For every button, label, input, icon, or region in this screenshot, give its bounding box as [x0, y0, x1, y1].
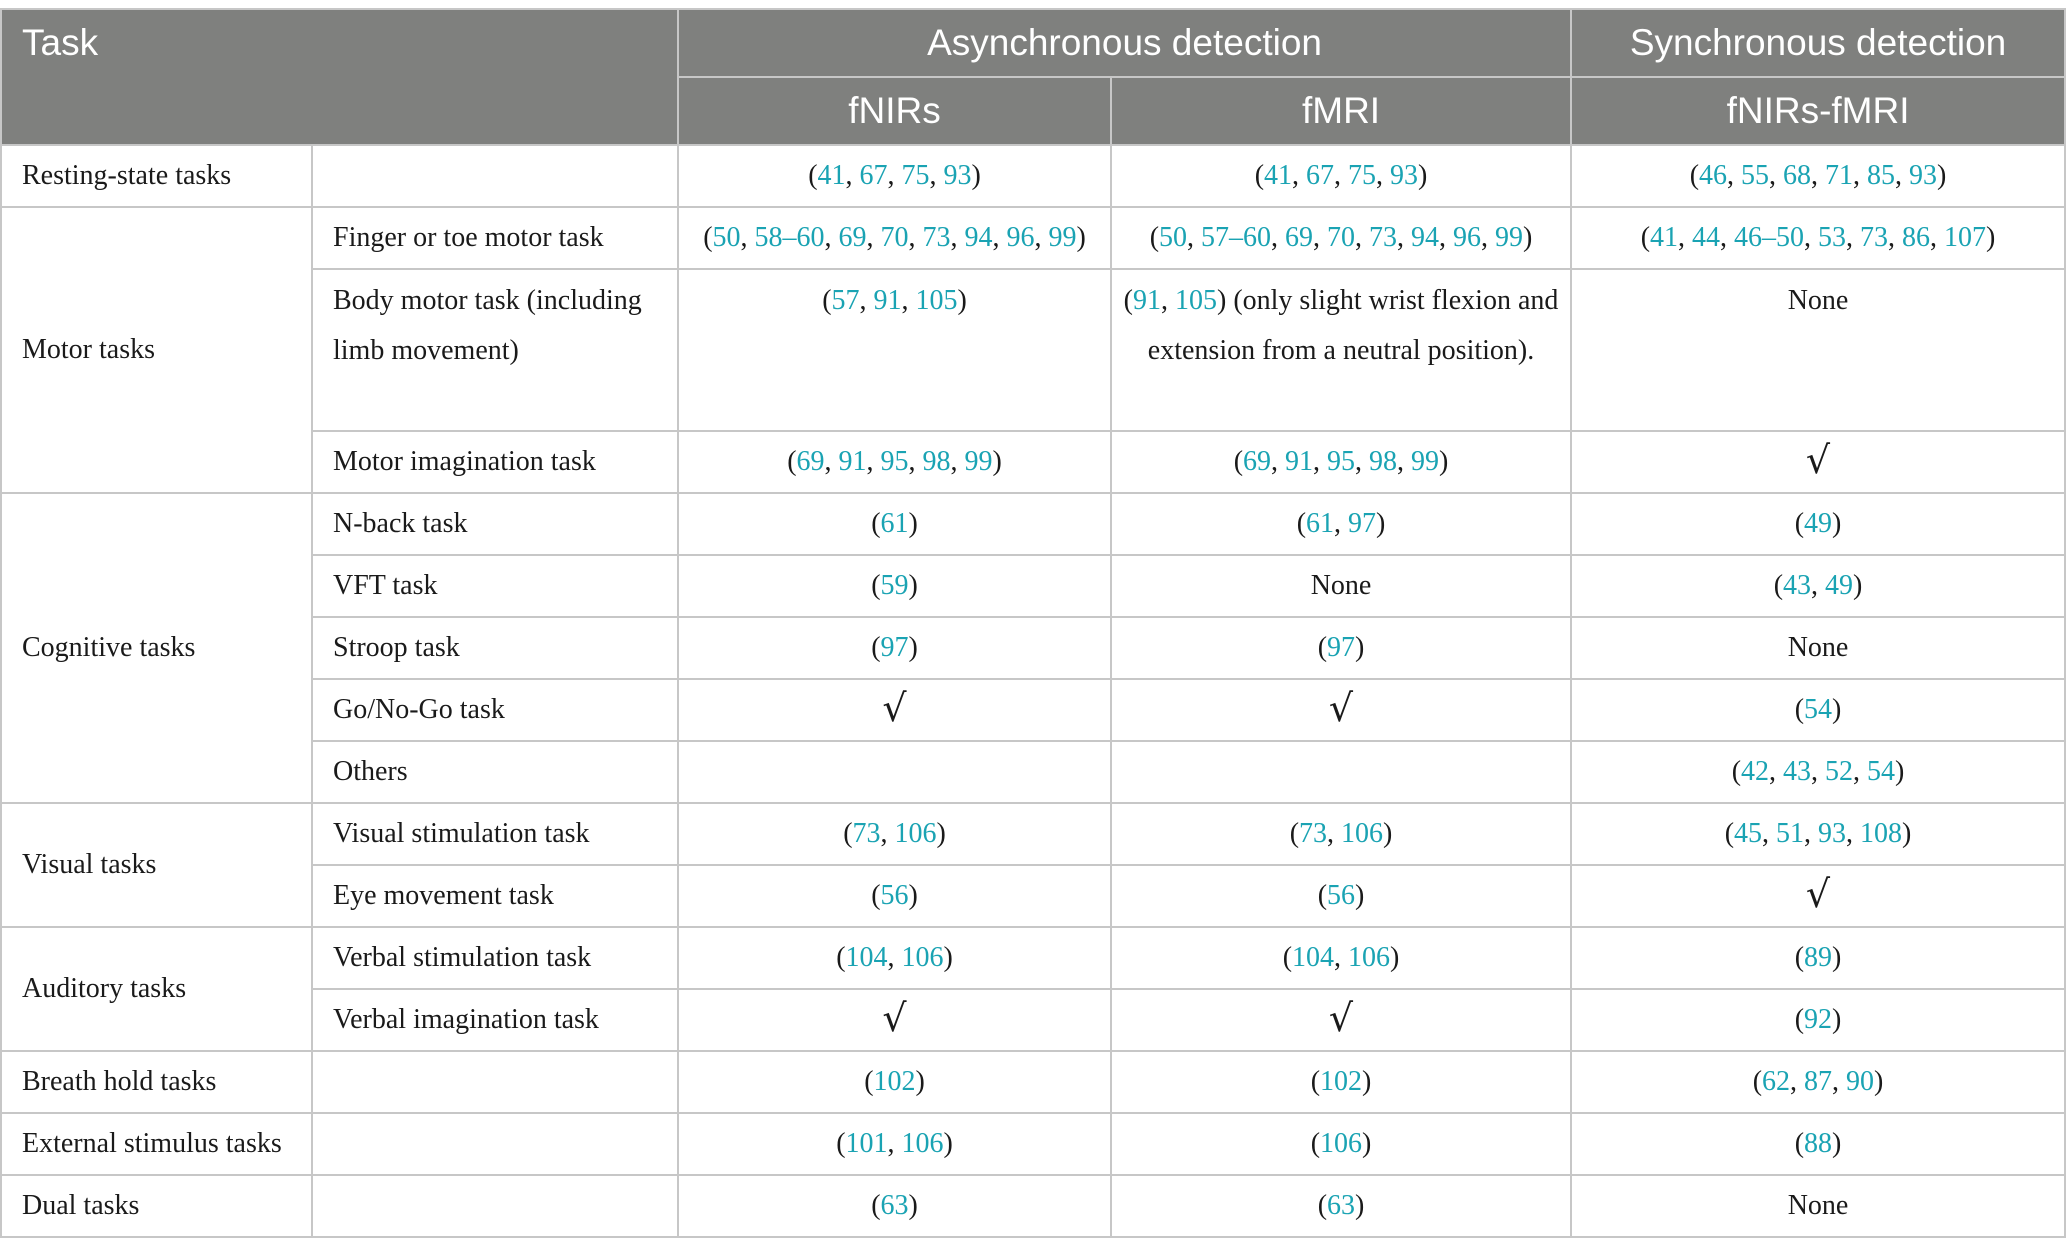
- task-subtype: Finger or toe motor task: [312, 207, 678, 269]
- task-category: Resting-state tasks: [1, 145, 312, 207]
- reference-number: 56: [1327, 880, 1356, 911]
- cell-fmri: [1111, 679, 1571, 741]
- cell-both: (42, 43, 52, 54): [1571, 741, 2065, 803]
- reference-number: 67: [859, 160, 888, 191]
- reference-number: 106: [901, 1128, 944, 1159]
- reference-number: 91: [1285, 446, 1314, 477]
- cell-both: [1571, 1175, 2065, 1237]
- cell-fmri: (56): [1111, 865, 1571, 927]
- reference-number: 87: [1804, 1066, 1833, 1097]
- reference-number: 59: [880, 570, 909, 601]
- reference-number: 93: [943, 160, 972, 191]
- table-row: [1, 1051, 2065, 1113]
- reference-number: 107: [1944, 222, 1987, 253]
- cell-fmri: (41, 67, 75, 93): [1111, 145, 1571, 207]
- reference-number: 95: [1327, 446, 1356, 477]
- cell-fnirs: [678, 989, 1111, 1051]
- cell-fmri: (63): [1111, 1175, 1571, 1237]
- reference-number: 106: [894, 818, 937, 849]
- table-row: [1, 207, 2065, 269]
- cell-fmri: (91, 105) (only slight wrist flexion and extension from a neutral position).: [1111, 269, 1571, 431]
- checkmark-icon: √: [1805, 871, 1831, 916]
- checkmark-icon: √: [882, 995, 907, 1040]
- reference-number: 106: [1348, 942, 1391, 973]
- reference-number: 50: [712, 222, 741, 253]
- cell-fnirs: (50, 58–60, 69, 70, 73, 94, 96, 99): [678, 207, 1111, 269]
- reference-number: 96: [1006, 222, 1035, 253]
- cell-note: (only slight wrist flexion and extension from a neutral position).: [1147, 285, 1559, 366]
- reference-number: 69: [1285, 222, 1314, 253]
- reference-number: 102: [1320, 1066, 1363, 1097]
- task-subtype: [312, 1113, 678, 1175]
- cell-both: (43, 49): [1571, 555, 2065, 617]
- cell-fmri: (69, 91, 95, 98, 99): [1111, 431, 1571, 493]
- task-subtype: [312, 1175, 678, 1237]
- cell-both: [1571, 865, 2065, 927]
- reference-number: 70: [880, 222, 909, 253]
- reference-number: 55: [1741, 160, 1770, 191]
- cell-fnirs: (57, 91, 105): [678, 269, 1111, 431]
- reference-number: 73: [1299, 818, 1328, 849]
- cell-text: None: [1787, 632, 1849, 663]
- table-row: [1, 145, 2065, 207]
- reference-number: 105: [915, 285, 958, 316]
- cell-fmri: (73, 106): [1111, 803, 1571, 865]
- task-subtype: VFT task: [312, 555, 678, 617]
- reference-number: 96: [1453, 222, 1482, 253]
- reference-number: 43: [1783, 756, 1812, 787]
- reference-number: 41: [817, 160, 846, 191]
- task-subtype: Motor imagination task: [312, 431, 678, 493]
- cell-fnirs: (56): [678, 865, 1111, 927]
- task-subtype: [312, 1051, 678, 1113]
- reference-number: 69: [1243, 446, 1272, 477]
- reference-number: 71: [1825, 160, 1854, 191]
- header-synchronous-detection: Synchronous detection: [1571, 9, 2065, 77]
- reference-number: 53: [1818, 222, 1847, 253]
- table-body: [1, 145, 2065, 1237]
- reference-number: 61: [1306, 508, 1335, 539]
- cell-fnirs: (101, 106): [678, 1113, 1111, 1175]
- reference-number: 85: [1867, 160, 1896, 191]
- task-subtype: Body motor task (including limb movement): [312, 269, 678, 431]
- cell-both: (88): [1571, 1113, 2065, 1175]
- reference-number: 93: [1390, 160, 1419, 191]
- table-row: [1, 493, 2065, 555]
- table-row: [1, 1175, 2065, 1237]
- cell-both: (41, 44, 46–50, 53, 73, 86, 107): [1571, 207, 2065, 269]
- cell-fnirs: (61): [678, 493, 1111, 555]
- reference-number: 50: [1159, 222, 1188, 253]
- reference-number: 69: [796, 446, 825, 477]
- reference-number: 91: [1132, 285, 1161, 316]
- task-subtype: Verbal stimulation task: [312, 927, 678, 989]
- task-subtype: N-back task: [312, 493, 678, 555]
- cell-fnirs: (63): [678, 1175, 1111, 1237]
- cell-fnirs: [678, 741, 1111, 803]
- reference-number: 97: [880, 632, 909, 663]
- reference-number: 92: [1804, 1004, 1833, 1035]
- reference-number: 68: [1783, 160, 1812, 191]
- header-fnirs-fmri: fNIRs-fMRI: [1571, 77, 2065, 145]
- cell-fmri: (50, 57–60, 69, 70, 73, 94, 96, 99): [1111, 207, 1571, 269]
- cell-fmri: (61, 97): [1111, 493, 1571, 555]
- cell-fnirs: (73, 106): [678, 803, 1111, 865]
- task-category: Dual tasks: [1, 1175, 312, 1237]
- cell-fmri: [1111, 741, 1571, 803]
- reference-number: 70: [1327, 222, 1356, 253]
- reference-number: 104: [1292, 942, 1335, 973]
- task-category: Cognitive tasks: [1, 493, 312, 803]
- reference-number: 91: [838, 446, 867, 477]
- reference-number: 46–50: [1734, 222, 1805, 253]
- cell-fnirs: (41, 67, 75, 93): [678, 145, 1111, 207]
- cell-text: None: [1787, 285, 1849, 316]
- checkmark-icon: √: [1805, 437, 1831, 482]
- cell-fnirs: (97): [678, 617, 1111, 679]
- cell-fnirs: [678, 679, 1111, 741]
- reference-number: 69: [838, 222, 867, 253]
- cell-text: None: [1310, 570, 1372, 601]
- task-subtype: Eye movement task: [312, 865, 678, 927]
- cell-fmri: (104, 106): [1111, 927, 1571, 989]
- cell-both: (49): [1571, 493, 2065, 555]
- reference-number: 90: [1846, 1066, 1875, 1097]
- cell-both: [1571, 617, 2065, 679]
- cell-fmri: (102): [1111, 1051, 1571, 1113]
- header-fmri: fMRI: [1111, 77, 1571, 145]
- task-category: Motor tasks: [1, 207, 312, 493]
- reference-number: 91: [873, 285, 902, 316]
- cell-both: (89): [1571, 927, 2065, 989]
- reference-number: 42: [1741, 756, 1770, 787]
- reference-number: 44: [1692, 222, 1721, 253]
- reference-number: 93: [1818, 818, 1847, 849]
- task-category: External stimulus tasks: [1, 1113, 312, 1175]
- reference-number: 88: [1804, 1128, 1833, 1159]
- reference-number: 99: [1411, 446, 1440, 477]
- reference-number: 93: [1909, 160, 1938, 191]
- reference-number: 98: [1369, 446, 1398, 477]
- header-task: Task: [1, 9, 678, 145]
- reference-number: 102: [873, 1066, 916, 1097]
- cell-fmri: (97): [1111, 617, 1571, 679]
- reference-number: 89: [1804, 942, 1833, 973]
- reference-number: 49: [1804, 508, 1833, 539]
- reference-number: 56: [880, 880, 909, 911]
- reference-number: 57–60: [1201, 222, 1272, 253]
- reference-number: 54: [1804, 694, 1833, 725]
- task-detection-table: [0, 8, 2066, 1238]
- cell-both: [1571, 431, 2065, 493]
- task-subtype: Verbal imagination task: [312, 989, 678, 1051]
- reference-number: 106: [901, 942, 944, 973]
- reference-number: 75: [901, 160, 930, 191]
- reference-number: 45: [1734, 818, 1763, 849]
- cell-fnirs: (59): [678, 555, 1111, 617]
- reference-number: 97: [1348, 508, 1377, 539]
- reference-number: 99: [964, 446, 993, 477]
- reference-number: 58–60: [754, 222, 825, 253]
- task-category: Auditory tasks: [1, 927, 312, 1051]
- reference-number: 54: [1867, 756, 1896, 787]
- reference-number: 62: [1762, 1066, 1791, 1097]
- reference-number: 105: [1174, 285, 1217, 316]
- checkmark-icon: √: [882, 685, 907, 730]
- task-subtype: Visual stimulation task: [312, 803, 678, 865]
- reference-number: 73: [852, 818, 881, 849]
- reference-number: 73: [1860, 222, 1889, 253]
- reference-number: 41: [1650, 222, 1679, 253]
- reference-number: 51: [1776, 818, 1805, 849]
- reference-number: 49: [1825, 570, 1854, 601]
- reference-number: 104: [845, 942, 888, 973]
- cell-both: [1571, 269, 2065, 431]
- reference-number: 61: [880, 508, 909, 539]
- cell-both: (62, 87, 90): [1571, 1051, 2065, 1113]
- reference-number: 73: [1369, 222, 1398, 253]
- reference-number: 106: [1341, 818, 1384, 849]
- task-subtype: [312, 145, 678, 207]
- reference-number: 94: [964, 222, 993, 253]
- reference-number: 95: [880, 446, 909, 477]
- reference-number: 46: [1699, 160, 1728, 191]
- cell-fnirs: (104, 106): [678, 927, 1111, 989]
- cell-fnirs: (102): [678, 1051, 1111, 1113]
- reference-number: 99: [1495, 222, 1524, 253]
- task-category: Breath hold tasks: [1, 1051, 312, 1113]
- reference-number: 94: [1411, 222, 1440, 253]
- cell-both: (92): [1571, 989, 2065, 1051]
- reference-number: 106: [1320, 1128, 1363, 1159]
- cell-both: (54): [1571, 679, 2065, 741]
- reference-number: 57: [831, 285, 860, 316]
- reference-number: 101: [845, 1128, 888, 1159]
- reference-number: 108: [1860, 818, 1903, 849]
- cell-fnirs: (69, 91, 95, 98, 99): [678, 431, 1111, 493]
- cell-fmri: (106): [1111, 1113, 1571, 1175]
- reference-number: 99: [1048, 222, 1077, 253]
- task-subtype: Go/No-Go task: [312, 679, 678, 741]
- reference-number: 67: [1306, 160, 1335, 191]
- reference-number: 75: [1348, 160, 1377, 191]
- checkmark-icon: √: [1328, 685, 1354, 730]
- reference-number: 43: [1783, 570, 1812, 601]
- reference-number: 63: [880, 1190, 909, 1221]
- reference-number: 41: [1264, 160, 1293, 191]
- reference-number: 73: [922, 222, 951, 253]
- table-row: [1, 1113, 2065, 1175]
- cell-fmri: [1111, 555, 1571, 617]
- cell-fmri: [1111, 989, 1571, 1051]
- reference-number: 98: [922, 446, 951, 477]
- reference-number: 97: [1327, 632, 1356, 663]
- task-subtype: Stroop task: [312, 617, 678, 679]
- reference-number: 63: [1327, 1190, 1356, 1221]
- table-row: [1, 927, 2065, 989]
- header-fnirs: fNIRs: [678, 77, 1111, 145]
- header-asynchronous-detection: Asynchronous detection: [678, 9, 1571, 77]
- task-subtype: Others: [312, 741, 678, 803]
- reference-number: 52: [1825, 756, 1854, 787]
- cell-both: (45, 51, 93, 108): [1571, 803, 2065, 865]
- reference-number: 86: [1902, 222, 1931, 253]
- task-category: Visual tasks: [1, 803, 312, 927]
- cell-text: None: [1787, 1190, 1849, 1221]
- checkmark-icon: √: [1328, 995, 1354, 1040]
- table-row: [1, 803, 2065, 865]
- cell-both: (46, 55, 68, 71, 85, 93): [1571, 145, 2065, 207]
